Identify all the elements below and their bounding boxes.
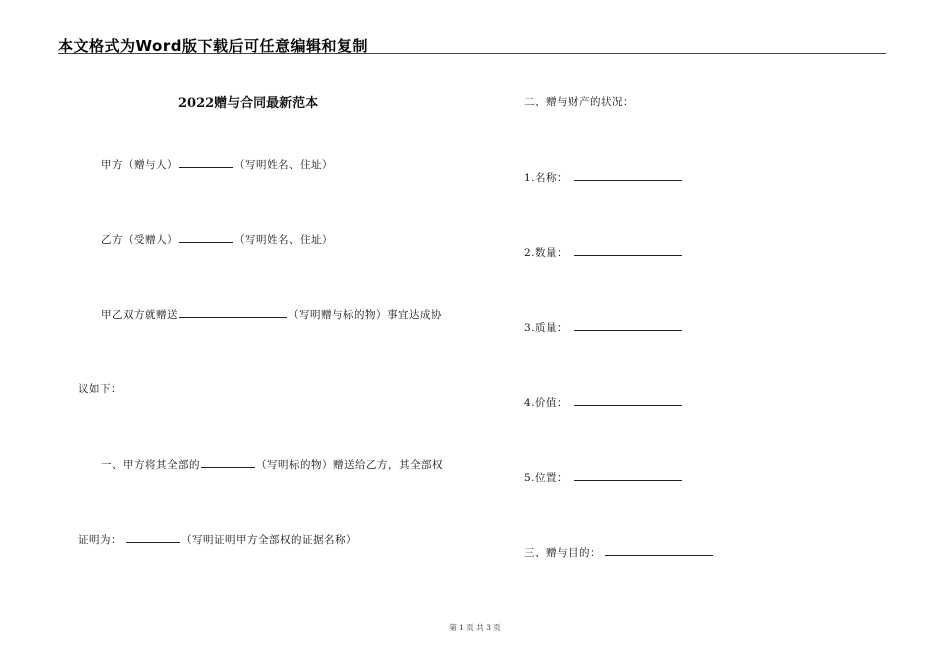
- party-a-blank[interactable]: [179, 156, 233, 168]
- agreement-note: （写明赠与标的物）事宜达成协: [288, 309, 442, 321]
- party-a-line: [101, 156, 333, 172]
- clause-1-blank[interactable]: [201, 456, 255, 468]
- section-3-heading: 三、赠与目的：: [524, 547, 601, 559]
- clause-1-note: （写明标的物）赠送给乙方，其全部权: [256, 459, 443, 471]
- item-name-line: [524, 169, 683, 185]
- item-quantity-label: 2.数量：: [524, 247, 569, 259]
- party-b-label: 乙方（受赠人）: [101, 234, 178, 246]
- party-b-note: （写明姓名、住址）: [234, 234, 333, 246]
- proof-line: [78, 531, 357, 547]
- purpose-blank[interactable]: [605, 544, 713, 556]
- document-title: 2022赠与合同最新范本: [178, 96, 319, 111]
- item-quality-line: [524, 319, 683, 335]
- item-name-blank[interactable]: [574, 169, 682, 181]
- item-quality-blank[interactable]: [574, 319, 682, 331]
- item-value-blank[interactable]: [574, 394, 682, 406]
- item-value-label: 4.价值：: [524, 397, 569, 409]
- header-divider: [58, 53, 886, 54]
- item-quantity-blank[interactable]: [574, 244, 682, 256]
- item-name-label: 1.名称：: [524, 172, 569, 184]
- section-2-heading: 二、赠与财产的状况：: [524, 96, 634, 108]
- party-a-label: 甲方（赠与人）: [101, 159, 178, 171]
- section-3-line: [524, 544, 714, 560]
- proof-note: （写明证明甲方全部权的证据名称）: [181, 534, 357, 546]
- party-b-line: [101, 231, 333, 247]
- clause-1-label: 一、甲方将其全部的: [101, 459, 200, 471]
- page-number: 第 1 页 共 3 页: [449, 623, 501, 632]
- item-quality-label: 3.质量：: [524, 322, 569, 334]
- agreement-continuation: 议如下：: [78, 383, 122, 395]
- agreement-label: 甲乙双方就赠送: [101, 309, 178, 321]
- agreement-line: [101, 306, 442, 322]
- gift-object-blank[interactable]: [179, 306, 287, 318]
- proof-blank[interactable]: [126, 531, 180, 543]
- clause-1-line: [101, 456, 443, 472]
- item-location-line: [524, 469, 683, 485]
- party-a-note: （写明姓名、住址）: [234, 159, 333, 171]
- party-b-blank[interactable]: [179, 231, 233, 243]
- item-value-line: [524, 394, 683, 410]
- item-location-label: 5.位置：: [524, 472, 569, 484]
- item-location-blank[interactable]: [574, 469, 682, 481]
- proof-label: 证明为：: [78, 534, 122, 546]
- item-quantity-line: [524, 244, 683, 260]
- document-header: 本文格式为Word版下载后可任意编辑和复制: [58, 37, 368, 55]
